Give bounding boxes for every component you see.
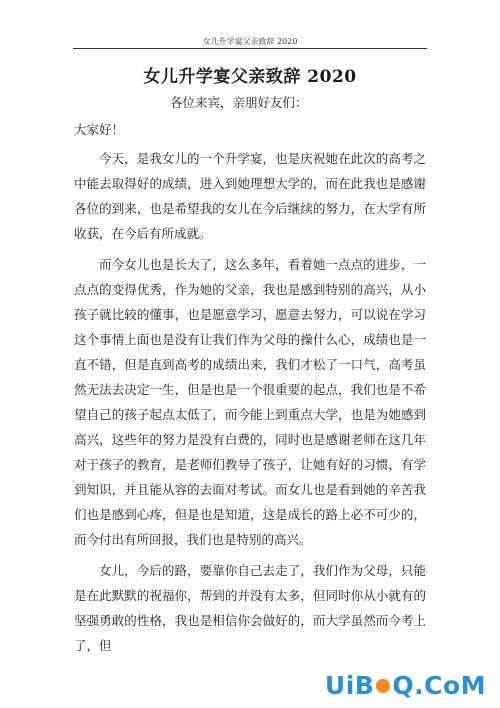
greeting: 大家好！ xyxy=(74,122,125,137)
paragraph-2: 而今女儿也是长大了，这么多年，看着她一点点的进步，一点点的变得优秀，作为她的父亲，我也是感到特别的高兴，从小孩子就比较的懂事，也是愿意学习，愿意去努力，可以说在学习这个事情上面也是没有让我们作为父母的操什么心，成绩也是一直不错，但是直到高考的成绩出来，我们才松了一口气，高考虽然无法去决定一生，但是也是一个很重要的起点，我们也是不希望自己的孩子起点太低了，而今能上到重点大学，也是为她感到高兴，这些年的努力是没有白费的，同时也是感谢老师在这几年对于孩子的教育，是老师们教导了孩子，让她有好的习惯，有学到知识，并且能从容的去面对考试。而女儿也是看到她的辛苦我们也是感到心疼，但是也是知道，这是成长的路上必不可少的，而今付出有所回报，我们也是特别的高兴。 xyxy=(74,257,426,547)
site-watermark-logo xyxy=(325,671,486,700)
watermark-dot-icon xyxy=(376,679,390,693)
salutation: 各位来宾，亲朋好友们： xyxy=(170,95,308,110)
page-title: 女儿升学宴父亲致辞 2020 xyxy=(143,67,357,87)
header-divider xyxy=(73,48,427,49)
document-body xyxy=(74,113,426,664)
running-header: 女儿升学宴父亲致辞 2020 xyxy=(202,37,298,46)
watermark-text-left: UiB xyxy=(324,671,375,700)
watermark-text-right: Q.CoM xyxy=(392,671,486,700)
paragraph-3: 女儿，今后的路，要靠你自己去走了，我们作为父母，只能是在此默默的祝福你，帮到的并没有太多，但同时你从小就有的坚强勇敢的性格，我也是相信你会做好的，而大学虽然而今考上了，但 xyxy=(74,563,426,653)
paragraph-1: 今天，是我女儿的一个升学宴，也是庆祝她在此次的高考之中能去取得好的成绩，进入到她理想大学的，而在此我也是感谢各位的到来，也是希望我的女儿在今后继续的努力，在大学有所收获，在今后有所成就。 xyxy=(74,151,426,241)
